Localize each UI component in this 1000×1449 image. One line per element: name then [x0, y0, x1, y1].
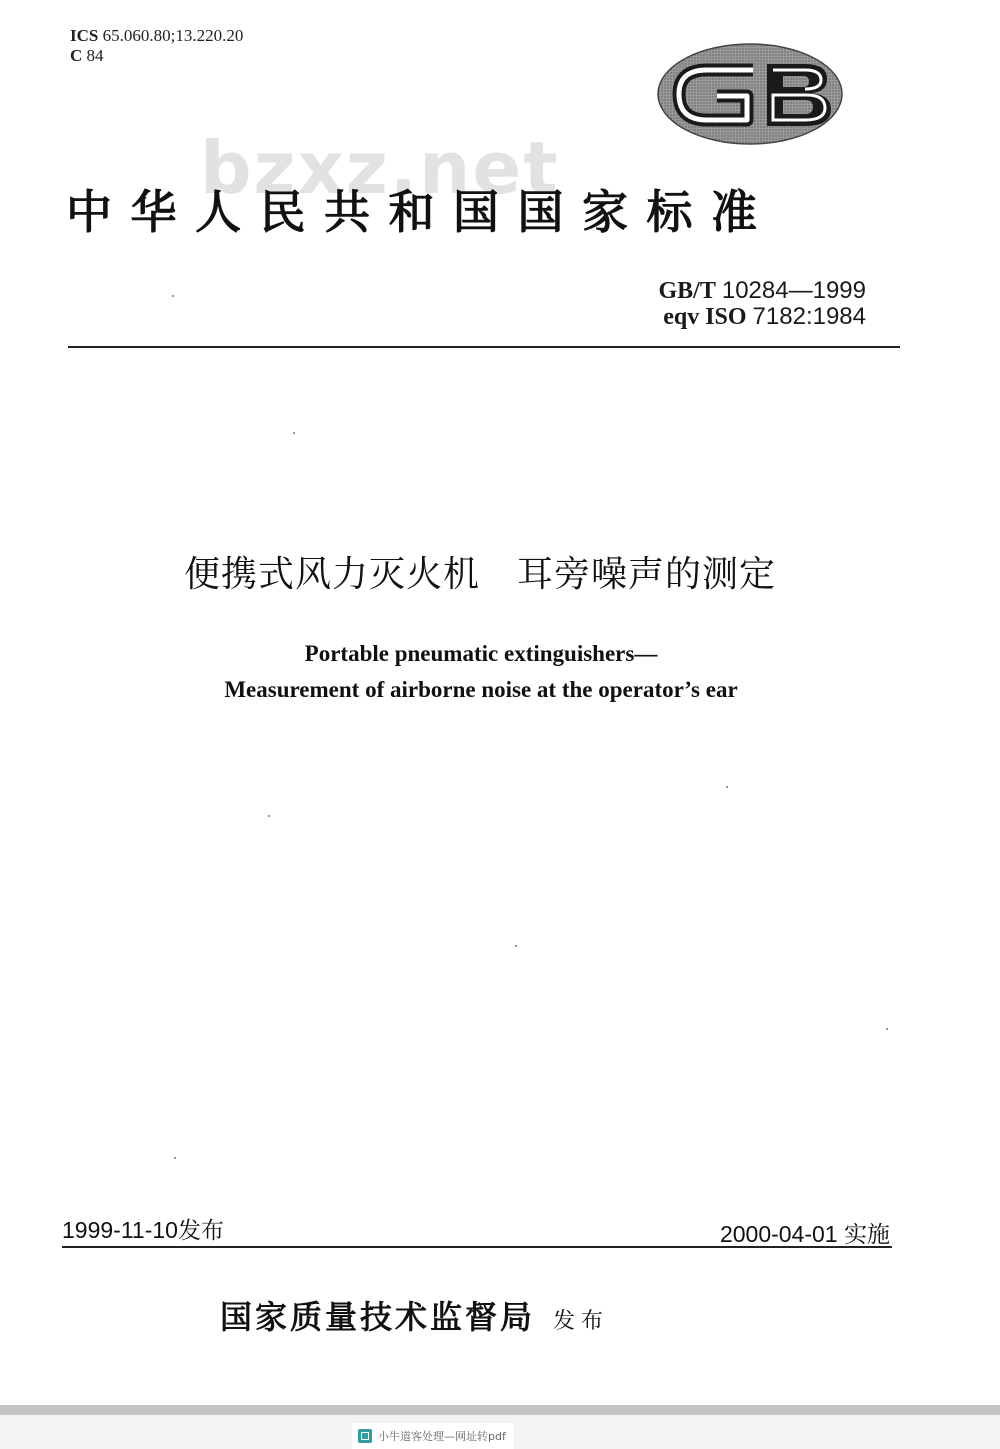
- issue-date: [62, 1212, 224, 1245]
- publisher-name: 国家质量技术监督局: [220, 1298, 536, 1336]
- eqv-line: [659, 304, 867, 330]
- effective-date-value: 2000-04-01: [719, 1221, 838, 1247]
- document-app-icon: [358, 1429, 372, 1443]
- viewer-scroll-band: [0, 1405, 1000, 1415]
- scan-speck: [515, 945, 517, 947]
- national-standard-title: 中华人民共和国国家标准: [66, 185, 776, 239]
- classification-codes: [70, 26, 243, 66]
- publisher: [220, 1292, 609, 1338]
- eqv-number: 7182:1984: [752, 303, 866, 330]
- eqv-label: eqv ISO: [663, 304, 747, 330]
- ccs-label: C: [70, 46, 83, 65]
- gb-label: GB/T: [658, 278, 716, 304]
- publisher-suffix: 发布: [553, 1309, 610, 1334]
- effective-date: [720, 1216, 890, 1249]
- document-title-cn: 便携式风力灭火机 耳旁噪声的测定: [183, 554, 776, 595]
- ics-label: ICS: [70, 26, 99, 45]
- ccs-code: 84: [86, 46, 104, 65]
- effective-date-suffix: 实施: [844, 1221, 890, 1247]
- ics-line: [70, 26, 243, 46]
- scan-speck: [726, 786, 728, 788]
- scan-speck: [174, 1157, 176, 1159]
- title-en-line-1: Portable pneumatic extinguishers—: [304, 641, 658, 666]
- document-tab-label: 小牛道客处理—网址转pdf: [378, 1430, 506, 1443]
- viewer-bottom-bar: [0, 1405, 1000, 1449]
- scan-speck: [268, 815, 270, 817]
- standard-numbers: [659, 278, 867, 330]
- document-title-en: [0, 636, 962, 708]
- scan-speck: [886, 1028, 888, 1030]
- document-tab[interactable]: [352, 1423, 514, 1449]
- issue-date-value: 1999-11-10: [62, 1217, 178, 1243]
- gb-number: 10284—1999: [721, 277, 866, 304]
- scan-speck: [172, 295, 174, 297]
- scan-speck: [293, 432, 295, 434]
- title-en-line-2: Measurement of airborne noise at the operator’s ear: [224, 677, 738, 702]
- gb-logo-icon: [655, 42, 845, 147]
- watermark: bzxz.net: [200, 126, 560, 210]
- issue-date-suffix: 发布: [177, 1217, 224, 1243]
- ics-codes: 65.060.80;13.220.20: [102, 26, 244, 45]
- ccs-line: [70, 46, 243, 66]
- header-divider: [68, 346, 900, 348]
- footer-divider: [62, 1246, 892, 1248]
- gb-number-line: [659, 278, 867, 304]
